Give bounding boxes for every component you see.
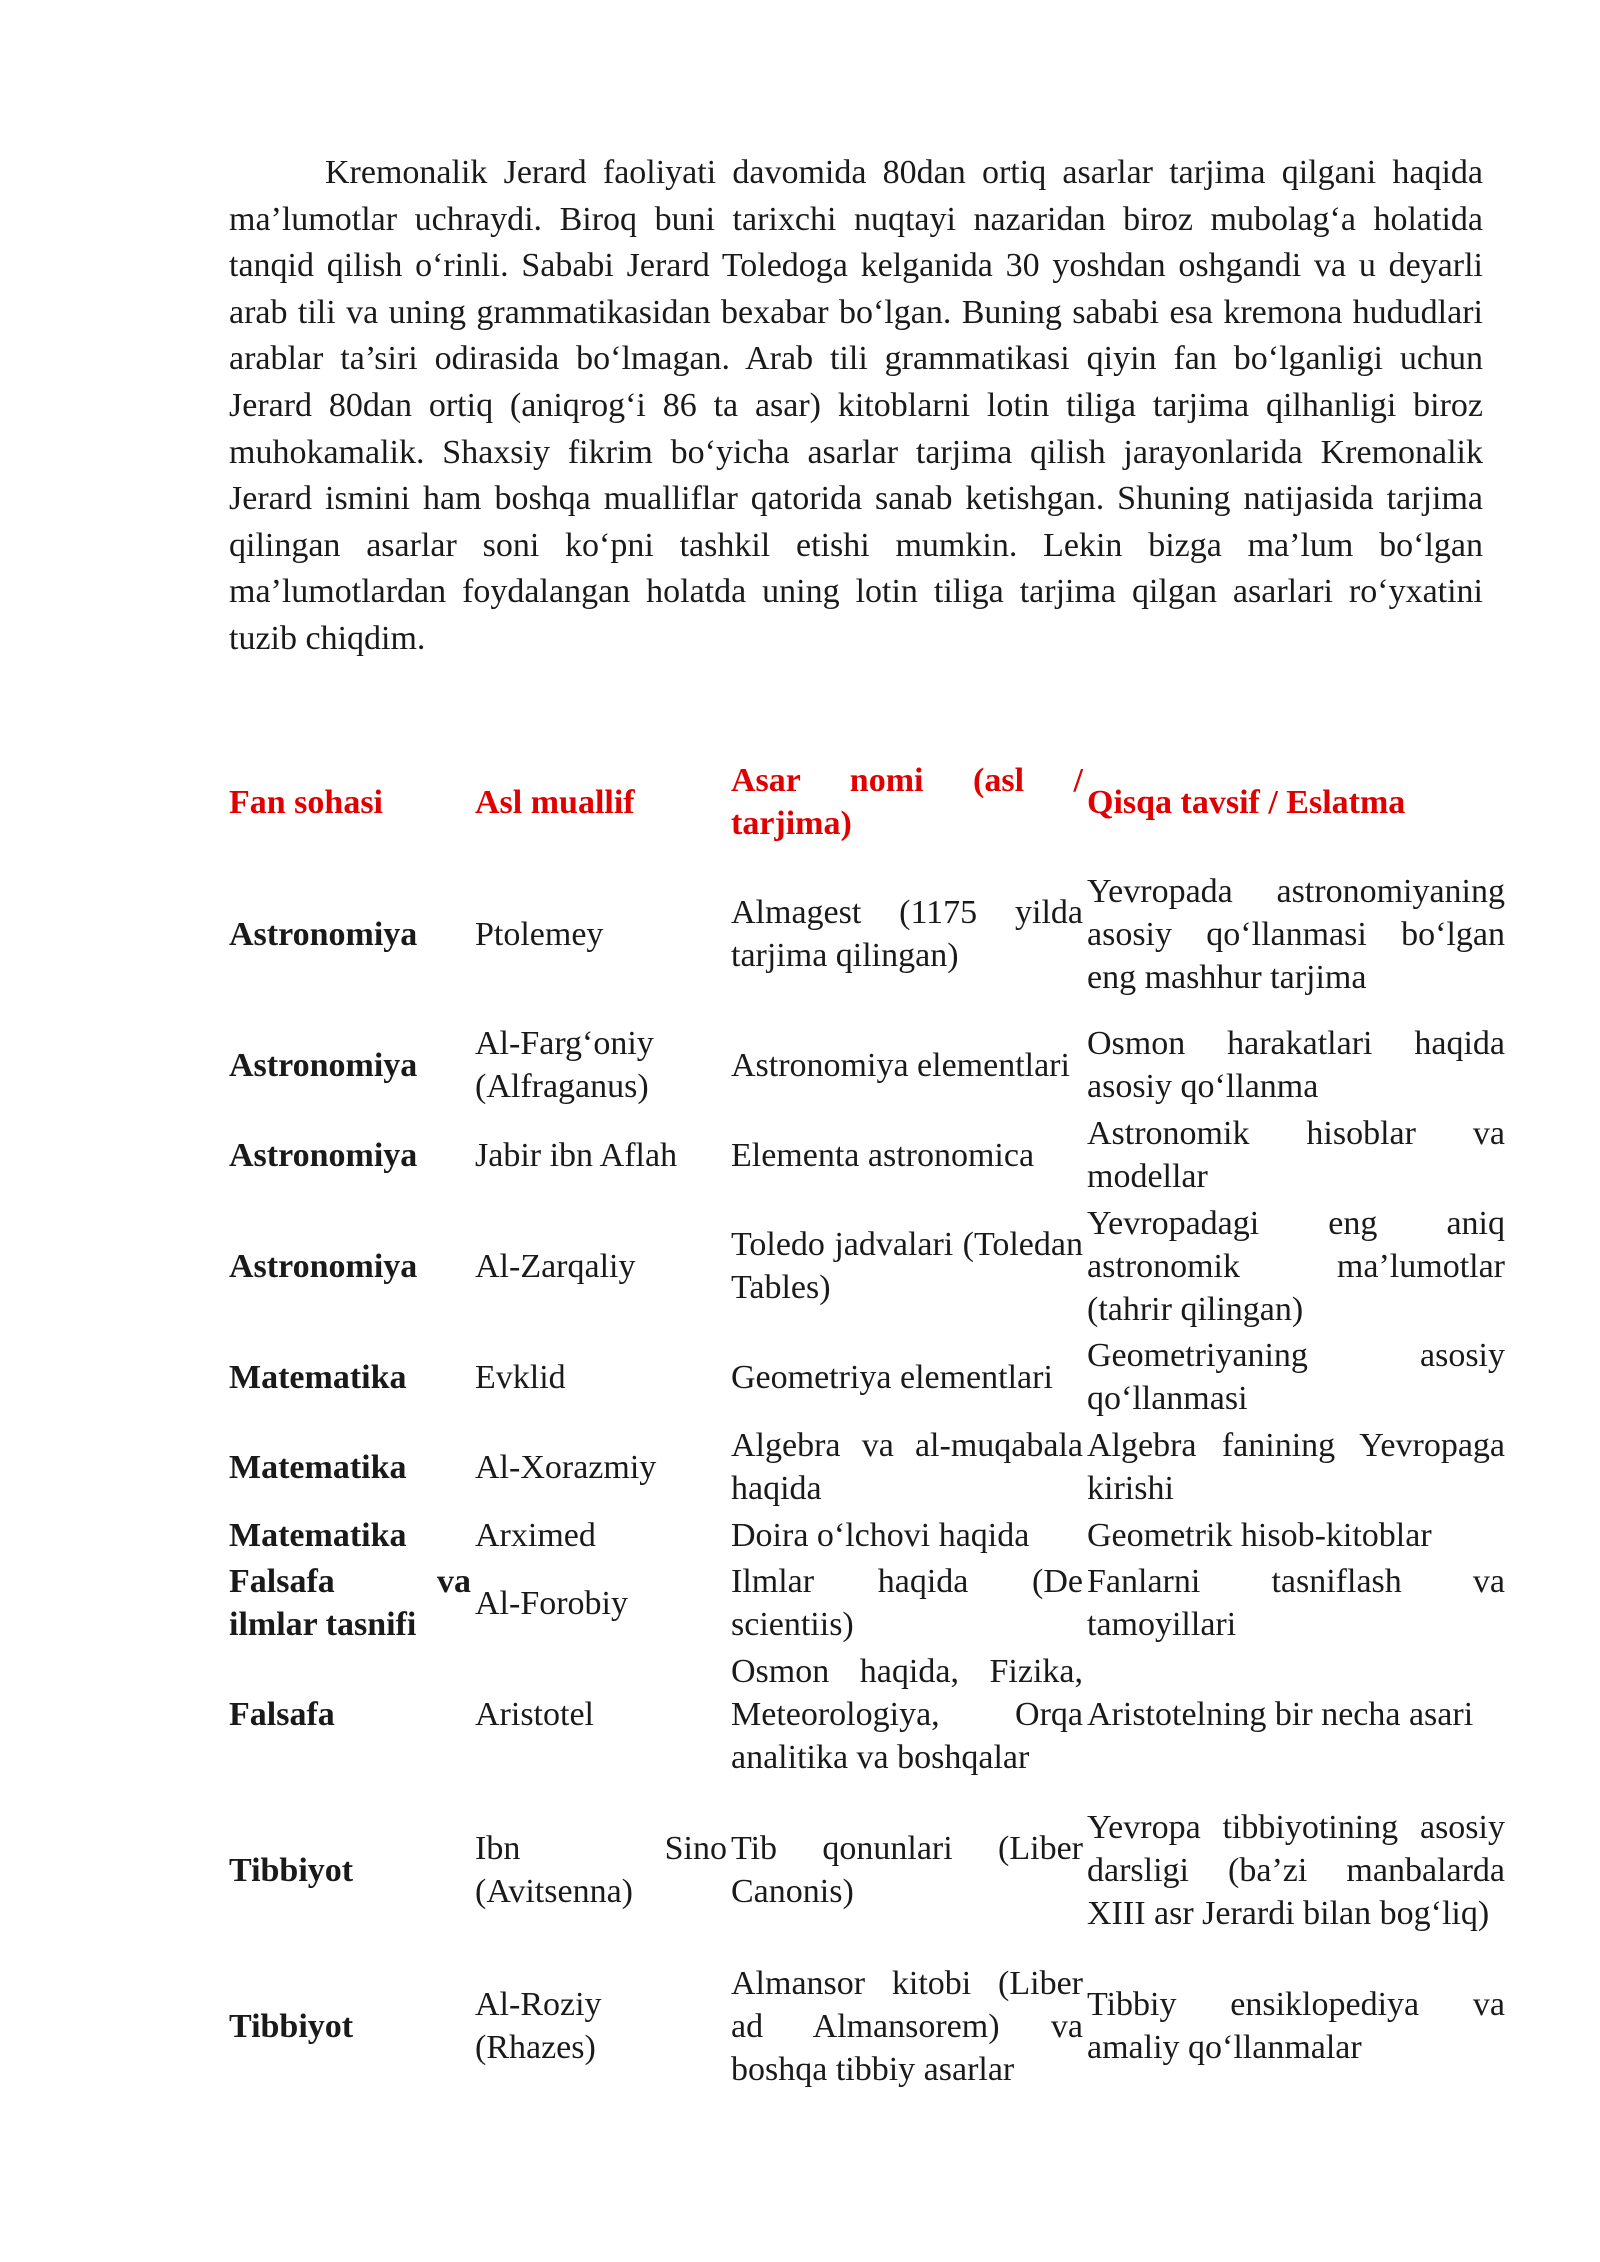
cell-field: Tibbiyot — [229, 2007, 354, 2045]
cell-note: Yevropa tibbiyotining asosiy darsligi (ba’zi manbalarda XIII asr Jerardi bilan bog‘liq) — [1087, 1808, 1505, 1932]
cell-author: Jabir ibn Aflah — [475, 1136, 678, 1174]
cell-field: Astronomiya — [229, 1136, 418, 1174]
cell-field: Tibbiyot — [229, 1851, 354, 1889]
table-row — [229, 1512, 1509, 1558]
table-row — [229, 1020, 1509, 1110]
cell-note: Algebra fanining Yevropaga kirishi — [1087, 1427, 1505, 1507]
cell-field: Astronomiya — [229, 1046, 418, 1084]
cell-work: Osmon haqida, Fizika, Meteorologiya, Orqa analitika va boshqalar — [731, 1652, 1083, 1776]
table-row — [229, 1648, 1509, 1780]
cell-work: Elementa astronomica — [731, 1136, 1035, 1174]
cell-author: Arximed — [475, 1516, 596, 1554]
table-row — [229, 1960, 1509, 2092]
header-author: Asl muallif — [475, 783, 635, 821]
cell-work: Toledo jadvalari (Toledan Tables) — [731, 1226, 1083, 1306]
cell-work: Doira o‘lchovi haqida — [731, 1516, 1030, 1554]
cell-field: Falsafa va ilmlar tasnifi — [229, 1563, 471, 1643]
cell-note: Yevropadagi eng aniq astronomik ma’lumotlar (tahrir qilingan) — [1087, 1204, 1505, 1328]
cell-field: Astronomiya — [229, 1247, 418, 1285]
table-row — [229, 1200, 1509, 1332]
cell-note: Yevropada astronomiyaning asosiy qo‘llanmasi bo‘lgan eng mashhur tarjima — [1087, 872, 1505, 996]
cell-note: Osmon harakatlari haqida asosiy qo‘llanma — [1087, 1025, 1505, 1105]
cell-field: Matematika — [229, 1516, 407, 1554]
cell-author: Aristotel — [475, 1695, 594, 1733]
cell-work: Geometriya elementlari — [731, 1358, 1053, 1396]
cell-field: Astronomiya — [229, 915, 418, 953]
cell-author: Al-Farg‘oniy (Alfraganus) — [475, 1025, 654, 1105]
cell-author: Al-Xorazmiy — [475, 1448, 657, 1486]
cell-work: Astronomiya elementlari — [731, 1046, 1070, 1084]
table-row — [229, 1422, 1509, 1512]
cell-note: Aristotelning bir necha asari — [1087, 1695, 1474, 1733]
cell-field: Matematika — [229, 1448, 407, 1486]
cell-author: Ibn Sino (Avitsenna) — [475, 1830, 727, 1910]
cell-work: Algebra va al-muqabala haqida — [731, 1427, 1083, 1507]
table-row — [229, 1780, 1509, 1960]
translated-works-table — [229, 756, 1509, 2092]
cell-note: Astronomik hisoblar va modellar — [1087, 1115, 1505, 1195]
cell-work: Almansor kitobi (Liber ad Almansorem) va boshqa tibbiy asarlar — [731, 1964, 1083, 2088]
cell-field: Falsafa — [229, 1695, 335, 1733]
cell-note: Fanlarni tasniflash va tamoyillari — [1087, 1563, 1505, 1643]
cell-work: Ilmlar haqida (De scientiis) — [731, 1563, 1083, 1643]
cell-author: Ptolemey — [475, 915, 604, 953]
cell-author: Evklid — [475, 1358, 566, 1396]
table-row — [229, 1332, 1509, 1422]
cell-author: Al-Forobiy — [475, 1584, 628, 1622]
cell-work: Tib qonunlari (Liber Canonis) — [731, 1830, 1083, 1910]
cell-author: Al-Zarqaliy — [475, 1247, 636, 1285]
header-work: Asar nomi (asl / tarjima) — [731, 762, 1083, 842]
cell-field: Matematika — [229, 1358, 407, 1396]
cell-author: Al-Roziy (Rhazes) — [475, 1986, 602, 2066]
cell-note: Geometrik hisob-kitoblar — [1087, 1516, 1432, 1554]
table-row — [229, 848, 1509, 1020]
table-header-row — [229, 756, 1509, 848]
intro-paragraph: Kremonalik Jerard faoliyati davomida 80dan ortiq asarlar tarjima qilgani haqida ma’lumotlar uchraydi. Biroq buni tarixchi nuqtayi nazaridan biroz mubolag‘a holatida tanqid qilish o‘rinli. Sababi Jerard Toledoga kelganida 30 yoshdan oshgandi va u deyarli arab tili va uning grammatikasidan bexabar bo‘lgan. Buning sababi esa kremona hududlari arablar ta’siri odirasida bo‘lmagan. Arab tili grammatikasi qiyin fan bo‘lganligi uchun Jerard 80dan ortiq (aniqrog‘i 86 ta asar) kitoblarni lotin tiliga tarjima qilhanligi biroz muhokamalik. Shaxsiy fikrim bo‘yicha asarlar tarjima qilish jarayonlarida Kremonalik Jerard ismini ham boshqa mualliflar qatorida sanab ketishgan. Shuning natijasida tarjima qilingan asarlar soni ko‘pni tashkil etishi mumkin. Lekin bizga ma’lum bo‘lgan ma’lumotlardan foydalangan holatda uning lotin tiliga tarjima qilgan asarlari ro‘yxatini tuzib chiqdim. — [229, 154, 1483, 657]
cell-work: Almagest (1175 yilda tarjima qilingan) — [731, 894, 1083, 974]
header-note: Qisqa tavsif / Eslatma — [1087, 783, 1406, 821]
header-field: Fan sohasi — [229, 783, 383, 821]
table-row — [229, 1110, 1509, 1200]
cell-note: Tibbiy ensiklopediya va amaliy qo‘llanmalar — [1087, 1986, 1505, 2066]
table-row — [229, 1558, 1509, 1648]
cell-note: Geometriyaning asosiy qo‘llanmasi — [1087, 1337, 1505, 1417]
